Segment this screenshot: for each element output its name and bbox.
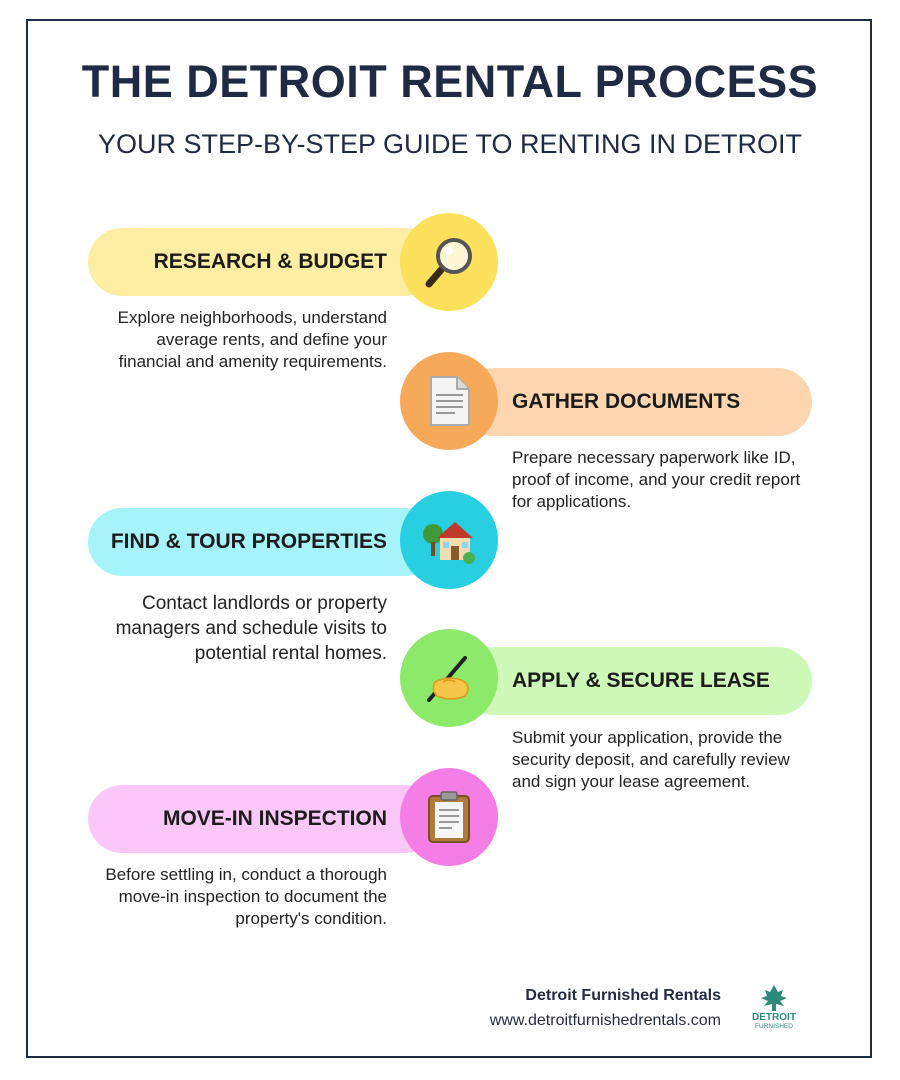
step-move-in-pill: [88, 785, 438, 853]
step-apply-lease-pill: [460, 647, 812, 715]
step-title: GATHER DOCUMENTS: [512, 390, 741, 413]
step-description: Explore neighborhoods, understand average rents, and define your financial and amenity requirements.: [117, 308, 387, 371]
house-icon: [421, 514, 477, 566]
step-description: Prepare necessary paperwork like ID, proof of income, and your credit report for applications.: [512, 448, 801, 511]
step-research-budget-circle: [400, 213, 498, 311]
step-description: Submit your application, provide the security deposit, and carefully review and sign your lease agreement.: [512, 728, 790, 791]
step-gather-documents-pill: [460, 368, 812, 436]
step-find-tour-circle: [400, 491, 498, 589]
page-title: THE DETROIT RENTAL PROCESS: [81, 56, 819, 107]
step-gather-documents-circle: [400, 352, 498, 450]
step-apply-lease-circle: [400, 629, 498, 727]
document-icon: [425, 375, 473, 427]
writing-hand-icon: [421, 652, 477, 704]
step-title: APPLY & SECURE LEASE: [512, 669, 770, 692]
step-find-tour-pill: [88, 508, 438, 576]
logo-text: DETROIT: [752, 1012, 796, 1023]
step-description: Before settling in, conduct a thorough move-in inspection to document the property's condition.: [105, 865, 387, 928]
step-title: FIND & TOUR PROPERTIES: [110, 530, 387, 553]
detroit-furnished-logo: [748, 982, 800, 1034]
brand-url[interactable]: www.detroitfurnishedrentals.com: [489, 1012, 721, 1029]
page-subtitle: YOUR STEP-BY-STEP GUIDE TO RENTING IN DETROIT: [97, 129, 803, 159]
step-move-in-circle: [400, 768, 498, 866]
step-research-budget-pill: [88, 228, 438, 296]
clipboard-icon: [426, 790, 472, 844]
step-description: Contact landlords or property managers and schedule visits to potential rental homes.: [115, 593, 387, 664]
step-title: MOVE-IN INSPECTION: [162, 807, 387, 830]
magnifying-glass-icon: [421, 234, 477, 290]
step-title: RESEARCH & BUDGET: [153, 250, 387, 273]
brand-name: Detroit Furnished Rentals: [525, 987, 721, 1004]
logo-subtext: FURNISHED: [755, 1023, 793, 1030]
